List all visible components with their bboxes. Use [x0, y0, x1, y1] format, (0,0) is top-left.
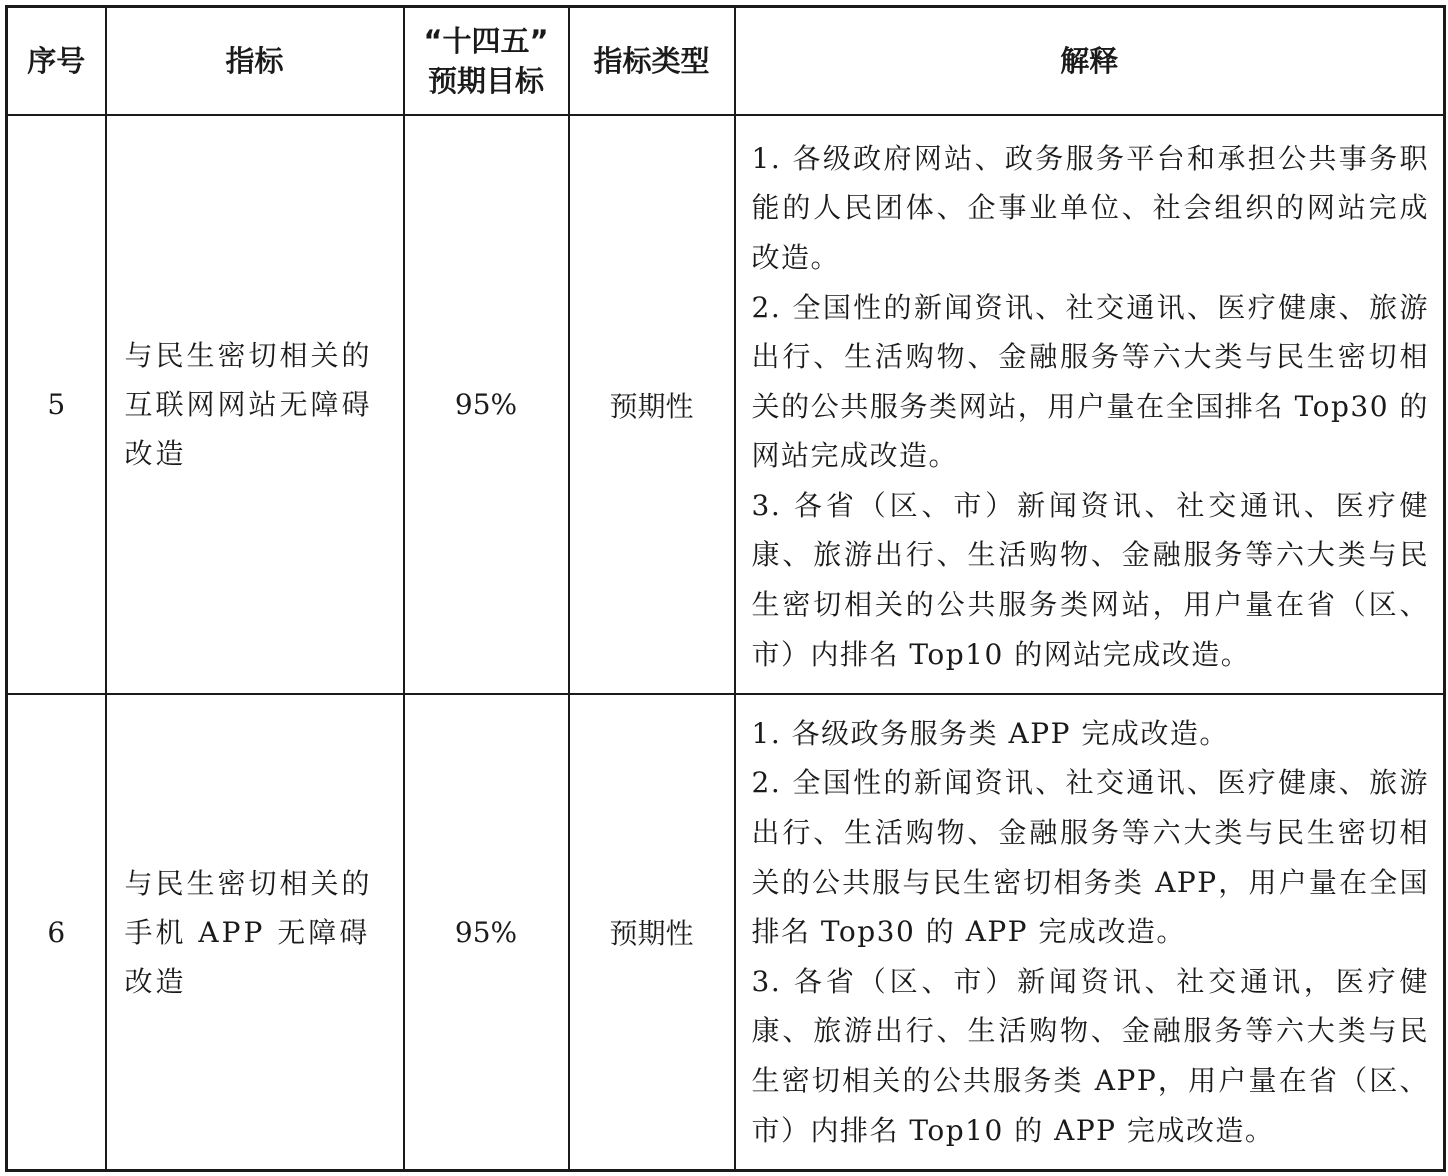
- explanation-item: 2. 全国性的新闻资讯、社交通讯、医疗健康、旅游出行、生活购物、金融服务等六大类与民生密切相关的公共服与民生密切相务类 APP，用户量在全国排名 Top30 的 APP 完成改造。: [751, 766, 1429, 949]
- header-target-line2: 预期目标: [427, 64, 544, 98]
- row-explanation: [735, 115, 1445, 694]
- explanation-item: 1. 各级政府网站、政务服务平台和承担公共事务职能的人民团体、企事业单位、社会组织的网站完成改造。: [751, 141, 1429, 274]
- row-type: 预期性: [569, 694, 735, 1171]
- row-indicator: 与民生密切相关的手机 APP 无障碍改造: [106, 694, 404, 1171]
- header-row: [7, 7, 1445, 116]
- row-indicator: 与民生密切相关的互联网网站无障碍改造: [106, 115, 404, 694]
- header-type: 指标类型: [569, 7, 735, 116]
- row-type: 预期性: [569, 115, 735, 694]
- explanation-item: 2. 全国性的新闻资讯、社交通讯、医疗健康、旅游出行、生活购物、金融服务等六大类与民生密切相关的公共服务类网站，用户量在全国排名 Top30 的网站完成改造。: [751, 290, 1429, 473]
- indicator-table: [5, 5, 1446, 1172]
- row-target: 95%: [404, 115, 569, 694]
- row-target: 95%: [404, 694, 569, 1171]
- table-row: [7, 115, 1445, 694]
- explanation-item: 1. 各级政务服务类 APP 完成改造。: [751, 716, 1229, 750]
- header-target-line1: “十四五”: [423, 24, 549, 58]
- header-explanation: 解释: [735, 7, 1445, 116]
- row-seq: 5: [7, 115, 106, 694]
- row-seq: 6: [7, 694, 106, 1171]
- header-seq: 序号: [7, 7, 106, 116]
- explanation-item: 3. 各省（区、市）新闻资讯、社交通讯、医疗健康、旅游出行、生活购物、金融服务等六大类与民生密切相关的公共服务类网站，用户量在省（区、市）内排名 Top10 的网站完成改造。: [751, 488, 1429, 671]
- header-indicator: 指标: [106, 7, 404, 116]
- table-row: [7, 694, 1445, 1171]
- header-target: [404, 7, 569, 116]
- row-explanation: [735, 694, 1445, 1171]
- explanation-item: 3. 各省（区、市）新闻资讯、社交通讯，医疗健康、旅游出行、生活购物、金融服务等六大类与民生密切相关的公共服务类 APP，用户量在省（区、市）内排名 Top10 的 APP 完成改造。: [751, 964, 1429, 1147]
